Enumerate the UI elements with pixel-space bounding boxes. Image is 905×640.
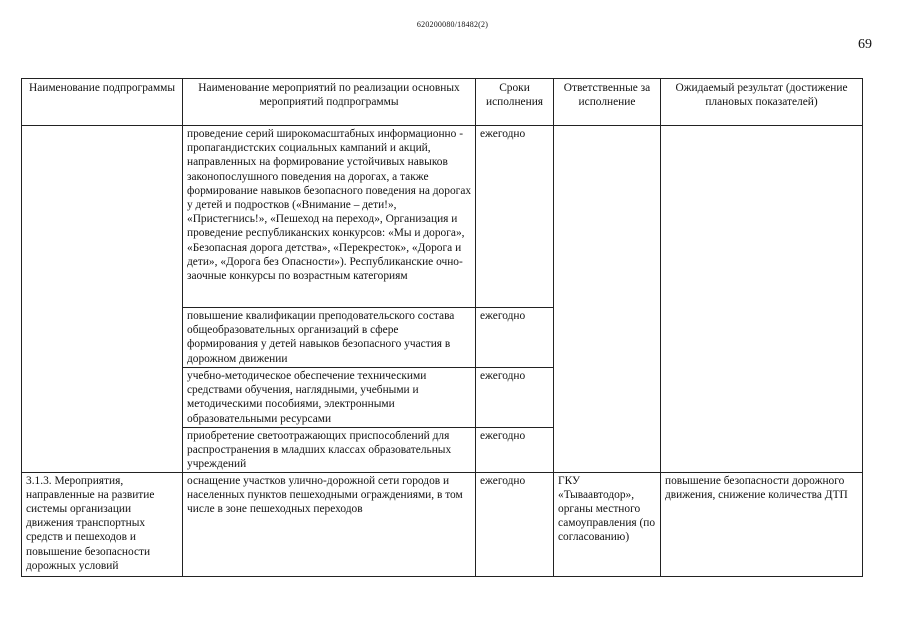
program-table [21, 78, 863, 577]
table-row [22, 472, 863, 576]
header-schedule: Сроки исполнения [476, 79, 554, 126]
schedule-cell: ежегодно [476, 428, 554, 473]
activity-cell: приобретение светоотражающих приспособлений для распространения в младших классах образовательных учреждений [183, 428, 476, 473]
header-responsible: Ответственные за исполнение [554, 79, 661, 126]
subprogram-cell: 3.1.3. Мероприятия, направленные на развитие системы организации движения транспортных средств и пешеходов и повышение безопасности дорожных условий [22, 472, 183, 576]
schedule-cell: ежегодно [476, 126, 554, 308]
responsible-cell: ГКУ «Тываавтодор», органы местного самоуправления (по согласованию) [554, 472, 661, 576]
document-code: 620200080/18482(2) [416, 20, 489, 29]
page-number: 69 [858, 37, 872, 52]
header-activities: Наименование мероприятий по реализации основных мероприятий подпрограммы [183, 79, 476, 126]
table-header-row [22, 79, 863, 126]
activity-cell: учебно-методическое обеспечение техническими средствами обучения, наглядными, учебными и методическими пособиями, электронными образовательными ресурсами [183, 368, 476, 428]
schedule-cell: ежегодно [476, 472, 554, 576]
schedule-cell: ежегодно [476, 308, 554, 368]
schedule-cell: ежегодно [476, 368, 554, 428]
responsible-cell-empty [554, 126, 661, 473]
header-subprogram: Наименование подпрограммы [22, 79, 183, 126]
header-expected-result: Ожидаемый результат (достижение плановых показателей) [661, 79, 863, 126]
expected-result-cell: повышение безопасности дорожного движения, снижение количества ДТП [661, 472, 863, 576]
activity-cell: проведение серий широкомасштабных информационно - пропагандистских социальных кампаний и акций, направленных на формирование устойчивых навыков законопослушного поведения на дорогах, а также формирование навыков безопасного поведения на дорогах у детей и подростков («Внимание – дети!», «Пристегнись!», «Пешеход на переход», Организация и проведение республиканских конкурсов: «Мы и дорога», «Безопасная дорога детства», «Перекресток», «Дорога и дети», «Дорога без Опасности»). Республиканские очно-заочные конкурсы по возрастным категориям [183, 126, 476, 308]
subprogram-cell-empty [22, 126, 183, 473]
result-cell-empty [661, 126, 863, 473]
activity-cell: оснащение участков улично-дорожной сети городов и населенных пунктов пешеходными ограждениями, в том числе в зоне пешеходных переходов [183, 472, 476, 576]
activity-cell: повышение квалификации преподовательского состава общеобразовательных организаций в сфере формирования у детей навыков безопасного участия в дорожном движении [183, 308, 476, 368]
table-row [22, 126, 863, 308]
